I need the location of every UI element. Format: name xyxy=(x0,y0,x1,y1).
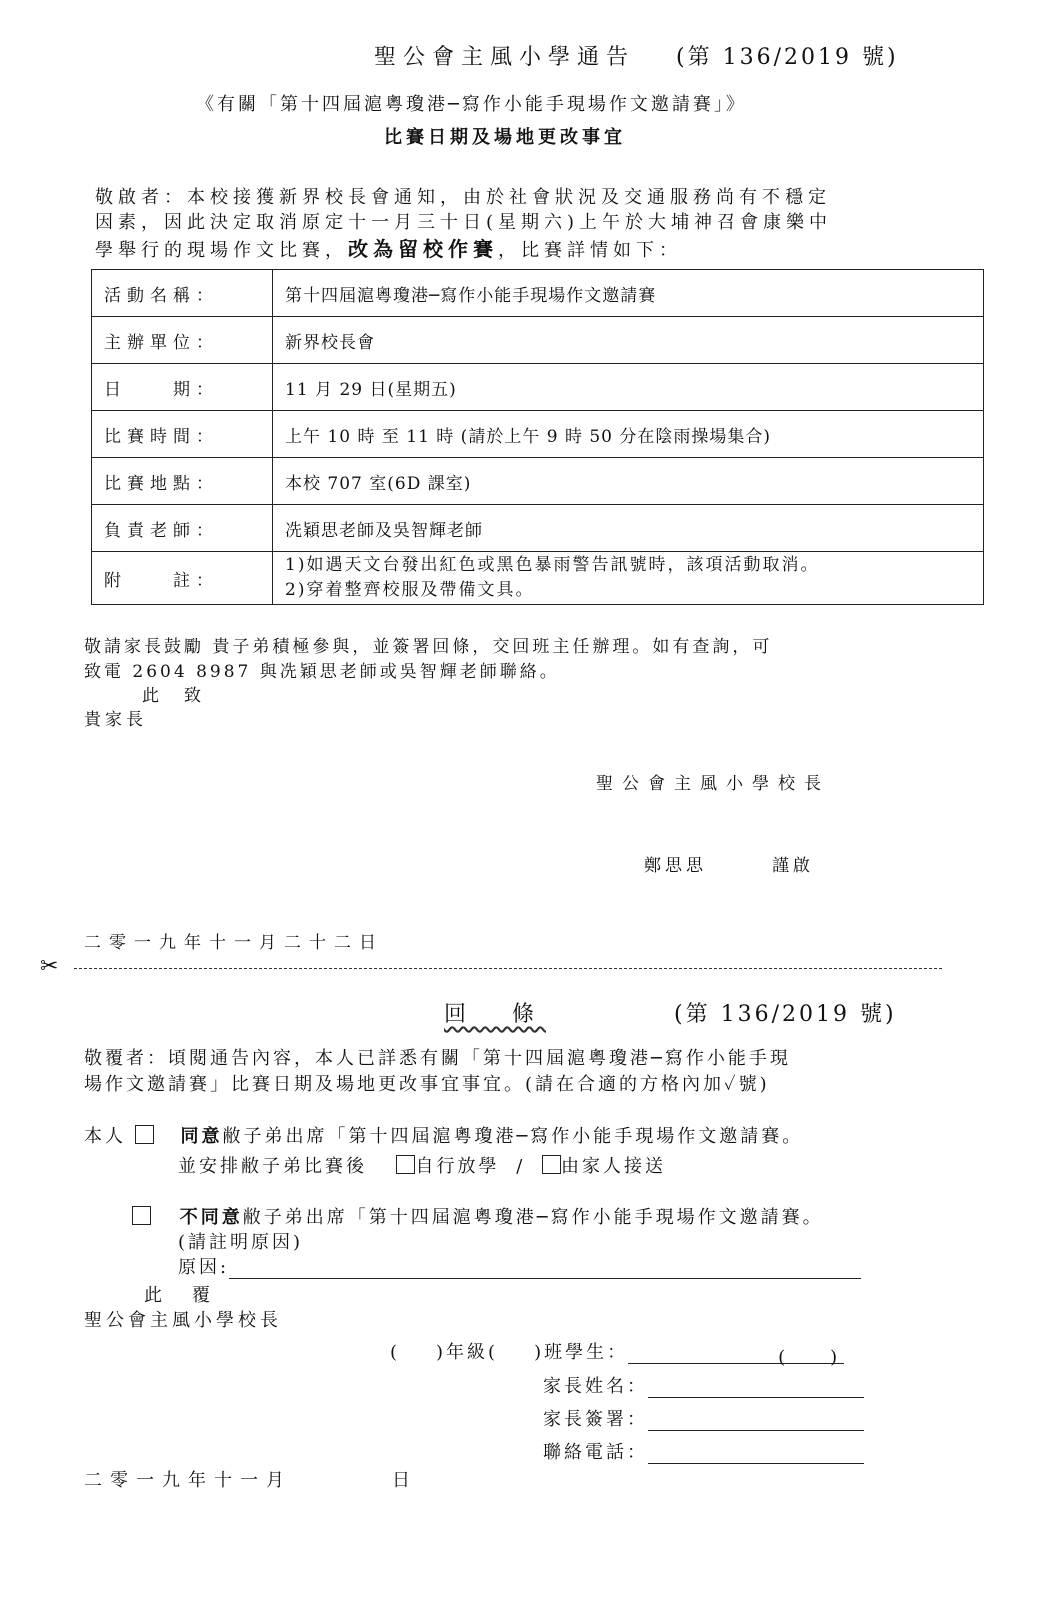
reply-line-2: 場作文邀請賽」比賽日期及場地更改事宜事宜。(請在合適的方格內加✓號) xyxy=(84,1074,770,1095)
closing-line-1: 敬請家長鼓勵 貴子弟積極參與，並簽署回條，交回班主任辦理。如有查詢，可 xyxy=(84,637,773,657)
agree-text: 敝子弟出席「第十四屆滬粵瓊港─寫作小能手現場作文邀請賽。 xyxy=(222,1126,804,1147)
row-value: 11 月 29 日(星期五) xyxy=(273,364,984,411)
notice-title: 聖公會主風小學通告 xyxy=(374,45,636,70)
self-dismiss-checkbox[interactable] xyxy=(396,1155,415,1174)
parent-name-row xyxy=(543,1372,864,1398)
row-value: 本校 707 室(6D 課室) xyxy=(273,458,984,505)
student-name-field[interactable] xyxy=(628,1345,844,1368)
signer-title: 聖公會主風小學校長 xyxy=(596,774,830,794)
family-pickup-checkbox[interactable] xyxy=(542,1155,561,1174)
table-row xyxy=(92,458,984,505)
disagree-label: 不同意 xyxy=(179,1207,243,1228)
row-label: 活動名稱： xyxy=(92,270,273,317)
intro-line-3-c: ，比賽詳情如下： xyxy=(498,240,682,261)
intro-line-1: 敬啟者：本校接獲新界校長會通知，由於社會狀況及交通服務尚有不穩定 xyxy=(95,187,831,208)
class-label: )班學生： xyxy=(534,1342,629,1363)
row-value: 冼穎思老師及吳智輝老師 xyxy=(273,505,984,552)
table-row xyxy=(92,505,984,552)
reason-field[interactable] xyxy=(229,1260,861,1279)
reply-date xyxy=(84,1466,418,1492)
student-row xyxy=(390,1338,844,1368)
reply-notice-number: (第 136/2019 號) xyxy=(674,1002,897,1027)
scissors-icon: ✂ xyxy=(40,954,59,979)
row-label: 比賽地點： xyxy=(92,458,273,505)
cut-line xyxy=(74,968,942,969)
remark-1: 1)如遇天文台發出紅色或黑色暴雨警告訊號時，該項活動取消。 xyxy=(285,555,820,575)
ci-zhi: 此 致 xyxy=(142,686,205,706)
grade-label: )年級( xyxy=(436,1342,499,1363)
parent-name-field[interactable] xyxy=(648,1379,864,1398)
arrange-label: 並安排敝子弟比賽後 xyxy=(178,1156,367,1177)
parent-sign-row xyxy=(543,1405,864,1431)
row-value: 第十四屆滬粵瓊港─寫作小能手現場作文邀請賽 xyxy=(273,270,984,317)
parent-sign-field[interactable] xyxy=(648,1412,864,1431)
row-value: 新界校長會 xyxy=(273,317,984,364)
disagree-text: 敝子弟出席「第十四屆滬粵瓊港─寫作小能手現場作文邀請賽。 xyxy=(242,1207,824,1228)
class-number-paren: ( ) xyxy=(778,1347,841,1368)
option-slash: / xyxy=(516,1156,526,1177)
row-label: 負責老師： xyxy=(92,505,273,552)
addressee: 貴家長 xyxy=(84,710,147,730)
signoff: 謹啟 xyxy=(772,856,814,876)
table-row xyxy=(92,411,984,458)
event-info-table xyxy=(91,269,984,605)
reply-date-suffix: 日 xyxy=(392,1470,418,1491)
reply-title: 回 條 xyxy=(444,1002,547,1027)
arrange-row xyxy=(178,1152,666,1178)
agree-row xyxy=(84,1122,803,1148)
agree-checkbox[interactable] xyxy=(135,1125,154,1144)
reply-to: 聖公會主風小學校長 xyxy=(84,1310,282,1331)
self-dismiss-label: 自行放學 xyxy=(415,1156,500,1177)
ci-fu: 此 覆 xyxy=(144,1285,216,1306)
notice-number: (第 136/2019 號) xyxy=(676,45,899,70)
parent-name-label: 家長姓名： xyxy=(543,1376,648,1397)
grade-open: ( xyxy=(390,1342,401,1363)
phone-row xyxy=(543,1438,864,1464)
disagree-row xyxy=(132,1203,824,1229)
reply-date-prefix: 二零一九年十一月 xyxy=(84,1470,292,1491)
notice-subtitle: 《有關「第十四屆滬粵瓊港─寫作小能手現場作文邀請賽」》 xyxy=(196,94,747,115)
agree-label: 同意 xyxy=(180,1126,223,1147)
intro-emphasis: 改為留校作賽 xyxy=(348,237,498,261)
disagree-checkbox[interactable] xyxy=(132,1206,151,1225)
closing-line-2: 致電 2604 8987 與冼穎思老師或吳智輝老師聯絡。 xyxy=(84,662,560,682)
phone-field[interactable] xyxy=(648,1445,864,1464)
table-row xyxy=(92,364,984,411)
notice-heading: 比賽日期及場地更改事宜 xyxy=(384,127,626,148)
row-value: 上午 10 時 至 11 時 (請於上午 9 時 50 分在陰雨操場集合) xyxy=(273,411,984,458)
phone-label: 聯絡電話： xyxy=(543,1442,648,1463)
signer-name: 鄭思思 xyxy=(644,856,707,876)
table-row xyxy=(92,270,984,317)
row-value xyxy=(273,552,984,605)
self-label: 本人 xyxy=(84,1126,126,1147)
notice-date: 二零一九年十一月二十二日 xyxy=(84,933,384,953)
parent-sign-label: 家長簽署： xyxy=(543,1409,648,1430)
intro-line-3-a: 學舉行的現場作文比賽， xyxy=(95,240,348,261)
reason-label: 原因: xyxy=(178,1257,230,1278)
reason-hint: (請註明原因) xyxy=(178,1232,304,1253)
intro-line-2: 因素，因此決定取消原定十一月三十日(星期六)上午於大埔神召會康樂中 xyxy=(95,212,833,233)
family-pickup-label: 由家人接送 xyxy=(561,1156,667,1177)
intro-line-3 xyxy=(95,233,682,262)
row-label: 附 註： xyxy=(92,552,273,605)
reply-line-1: 敬覆者：頃閱通告內容，本人已詳悉有關「第十四屆滬粵瓊港─寫作小能手現 xyxy=(84,1048,791,1069)
row-label: 比賽時間： xyxy=(92,411,273,458)
reason-row xyxy=(178,1253,861,1279)
table-row xyxy=(92,552,984,605)
table-row xyxy=(92,317,984,364)
row-label: 主辦單位： xyxy=(92,317,273,364)
row-label: 日 期： xyxy=(92,364,273,411)
remark-2: 2)穿着整齊校服及帶備文具。 xyxy=(285,580,535,600)
